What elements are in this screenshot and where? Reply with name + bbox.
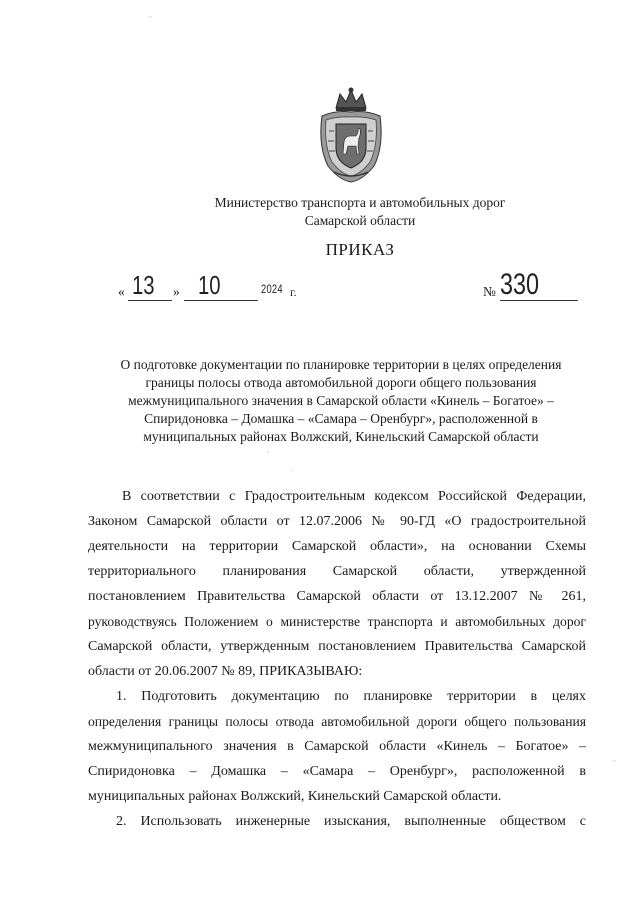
item-1-line: определения границы полосы отвода автомобильной дороги общего пользования [88, 714, 586, 729]
preamble-line: руководствуясь Положением о министерстве транспорта и автомобильных дорог [88, 614, 586, 629]
order-subject [96, 356, 586, 446]
item-1-line: муниципальных районах Волжский, Кинельский Самарской области. [88, 789, 502, 804]
date-year: 2024 [261, 282, 283, 296]
scan-speck [268, 452, 269, 453]
subject-line: межмуниципального значения в Самарской области «Кинель – Богатое» – [128, 393, 554, 408]
date-number-row [118, 270, 588, 304]
item-1-line: 1. Подготовить документацию по планировке территории в целях [116, 689, 586, 704]
ministry-line-2: Самарской области [304, 213, 416, 228]
subject-line: границы полосы отвода автомобильной дороги общего пользования [145, 375, 537, 390]
scan-speck [614, 760, 615, 761]
document-title: ПРИКАЗ [325, 240, 395, 259]
item-1-line: Спиридоновка – Домашка – «Самара – Оренбург», расположенной в [88, 764, 586, 779]
order-body [88, 484, 586, 834]
date-year-suffix: г. [290, 285, 297, 299]
subject-line: О подготовке документации по планировке территории в целях определения [120, 357, 562, 372]
preamble-line: В соответствии с Градостроительным кодексом Российской Федерации, [122, 489, 586, 504]
preamble-line: области от 20.06.2007 № 89, ПРИКАЗЫВАЮ: [88, 664, 363, 679]
ministry-line-1: Министерство транспорта и автомобильных дорог [214, 195, 506, 210]
order-number: 330 [500, 268, 540, 301]
date-day: 13 [132, 270, 155, 300]
preamble-line: постановлением Правительства Самарской области от 13.12.2007 № 261, [88, 589, 586, 604]
preamble-line: деятельности на территории Самарской области», на основании Схемы [88, 539, 586, 554]
day-underline [128, 300, 172, 301]
date-month: 10 [198, 270, 221, 300]
preamble-line: Законом Самарской области от 12.07.2006 № 90-ГД «О градостроительной [88, 514, 586, 529]
ministry-name [150, 194, 570, 230]
preamble-line: Самарской области, утвержденным постановлением Правительства Самарской [88, 639, 586, 654]
item-1-line: межмуниципального значения в Самарской области «Кинель – Богатое» – [88, 739, 586, 754]
date-open-quote: « [118, 284, 125, 299]
preamble-line: территориального планирования Самарской области, утвержденной [88, 564, 586, 579]
number-underline [500, 300, 578, 301]
number-sign: № [483, 284, 496, 299]
month-underline [184, 300, 258, 301]
date-close-quote: » [173, 284, 180, 299]
scan-speck [150, 16, 151, 17]
coat-of-arms-icon [314, 86, 388, 184]
item-2-line: 2. Использовать инженерные изыскания, выполненные обществом с [116, 814, 586, 829]
scan-speck [292, 470, 293, 471]
subject-line: Спиридоновка – Домашка – «Самара – Оренбург», расположенной в [144, 411, 538, 426]
subject-line: муниципальных районах Волжский, Кинельский Самарской области [143, 429, 539, 444]
